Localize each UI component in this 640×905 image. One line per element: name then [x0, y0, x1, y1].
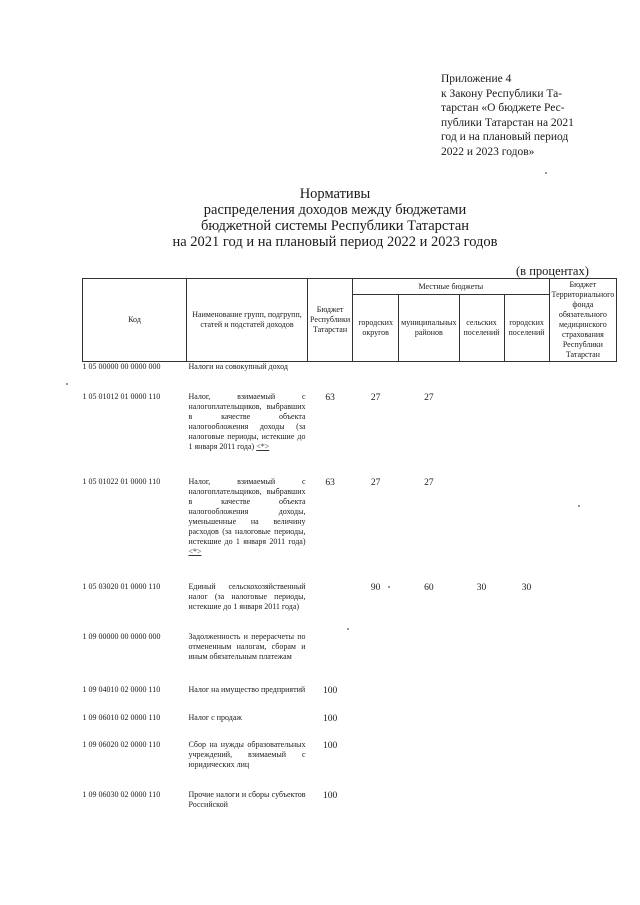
municipal-districts-value: [399, 740, 459, 790]
appendix-line: Приложение 4: [441, 73, 512, 85]
rural-settlements-value: [459, 790, 504, 820]
header-urban-settlements: городских поселений: [504, 295, 549, 362]
row-name: Налог с продаж: [188, 712, 242, 722]
footnote-link[interactable]: <*>: [256, 441, 270, 451]
municipal-districts-value: 27: [424, 392, 434, 403]
rt-budget-value: [308, 582, 353, 632]
rural-settlements-value: [459, 685, 504, 713]
row-code: 1 05 00000 00 0000 000: [82, 362, 161, 371]
urban-settlements-value: 30: [521, 582, 532, 593]
table-row: [83, 362, 617, 392]
row-code: 1 05 01012 01 0000 110: [82, 391, 161, 401]
urban-settlements-value: [504, 713, 549, 740]
scan-speck: [545, 172, 547, 174]
row-name-cell: [187, 362, 308, 392]
row-code: 1 09 06010 02 0000 110: [82, 712, 161, 722]
rt-budget-value: 100: [322, 685, 338, 696]
row-name: Налог, взимаемый с налогоплательщиков, выбравших в качестве объекта налогообложения доходы (за налоговые периоды, истекшие до 1 января 2011 года): [188, 391, 306, 451]
urban-settlements-value: [504, 477, 549, 582]
row-code: 1 09 00000 00 0000 000: [82, 631, 161, 641]
urban-settlements-value: [504, 685, 549, 713]
table-row: [83, 790, 617, 820]
row-code: 1 09 06020 02 0000 110: [82, 739, 161, 749]
tfoms-value: [549, 685, 617, 713]
header-rt-budget: Бюджет Республики Татарстан: [308, 279, 353, 362]
municipal-districts-value: [399, 632, 459, 685]
rt-budget-value: 100: [322, 740, 338, 751]
unit-label: (в процентах): [516, 264, 589, 278]
rt-budget-value: 100: [322, 790, 338, 801]
city-districts-value: 27: [370, 392, 381, 403]
city-districts-value: [353, 685, 399, 713]
table-row: [83, 685, 617, 713]
rural-settlements-value: [459, 392, 504, 477]
municipal-districts-value: [399, 713, 459, 740]
row-name: Налоги на совокупный доход: [188, 362, 288, 371]
city-districts-value: 27: [370, 477, 381, 488]
header-tfoms: Бюджет Территориального фонда обязательного медицинского страхования Республики Татарстан: [549, 279, 617, 362]
municipal-districts-value: [399, 685, 459, 713]
tfoms-value: [549, 582, 617, 632]
municipal-districts-value: [399, 790, 459, 820]
tfoms-value: [549, 392, 617, 477]
city-districts-value: 90: [370, 582, 381, 593]
urban-settlements-value: [504, 790, 549, 820]
table-body: [83, 362, 617, 820]
rural-settlements-value: [459, 362, 504, 392]
tfoms-value: [549, 790, 617, 820]
header-city-districts: городских округов: [353, 295, 399, 362]
row-name-cell: [187, 477, 308, 582]
urban-settlements-value: [504, 740, 549, 790]
footnote-link[interactable]: <*>: [188, 546, 202, 556]
rt-budget-value: [308, 362, 353, 392]
appendix-line: тарстан «О бюджете Рес-: [441, 102, 565, 114]
row-name-cell: [187, 582, 308, 632]
document-title: [150, 186, 520, 250]
appendix-line: 2022 и 2023 годов»: [441, 145, 535, 158]
tfoms-value: [549, 713, 617, 740]
scan-speck: [388, 586, 390, 588]
header-rural-settlements: сельских поселений: [459, 295, 504, 362]
header-municipal-districts: муниципальных районов: [399, 295, 459, 362]
title-line: Нормативы: [299, 186, 371, 202]
appendix-line: публики Татарстан на 2021: [441, 116, 574, 129]
title-line: на 2021 год и на плановый период 2022 и 2023 годов: [172, 234, 498, 250]
scan-speck: [578, 505, 580, 507]
rural-settlements-value: [459, 740, 504, 790]
city-districts-value: [353, 713, 399, 740]
urban-settlements-value: [504, 362, 549, 392]
scan-speck: [66, 383, 68, 385]
tfoms-value: [549, 477, 617, 582]
table-header: [83, 279, 617, 362]
row-name-cell: [187, 632, 308, 685]
city-districts-value: [353, 790, 399, 820]
urban-settlements-value: [504, 392, 549, 477]
city-districts-value: [353, 362, 399, 392]
appendix-line: к Закону Республики Та-: [441, 87, 563, 100]
row-name: Налог на имущество предприятий: [188, 684, 306, 694]
table-row: [83, 632, 617, 685]
city-districts-value: [353, 632, 399, 685]
municipal-districts-value: [399, 362, 459, 392]
title-line: бюджетной системы Республики Татарстан: [200, 218, 470, 234]
row-code: 1 09 06030 02 0000 110: [82, 789, 161, 799]
title-line: распределения доходов между бюджетами: [203, 202, 467, 218]
municipal-districts-value: 27: [424, 477, 434, 488]
row-name: Задолженность и перерасчеты по отмененным налогам, сборам и иным обязательным платежам: [188, 631, 306, 661]
row-name-cell: [187, 713, 308, 740]
row-code: 1 05 01022 01 0000 110: [82, 476, 161, 486]
rural-settlements-value: 30: [476, 582, 487, 593]
rt-budget-value: 63: [325, 477, 335, 488]
header-name: Наименование групп, подгрупп, статей и подстатей доходов: [187, 279, 308, 362]
city-districts-value: [353, 740, 399, 790]
table-row: [83, 713, 617, 740]
row-name: Сбор на нужды образовательных учреждений, взимаемый с юридических лиц: [188, 739, 306, 769]
scan-speck: [347, 628, 349, 630]
header-local-budgets: Местные бюджеты: [353, 279, 549, 295]
rural-settlements-value: [459, 632, 504, 685]
header-code: Код: [83, 279, 187, 362]
row-name-cell: [187, 740, 308, 790]
urban-settlements-value: [504, 632, 549, 685]
appendix-note: [441, 72, 593, 159]
table-row: [83, 582, 617, 632]
tfoms-value: [549, 362, 617, 392]
table-row: [83, 477, 617, 582]
tfoms-value: [549, 740, 617, 790]
row-name-cell: [187, 392, 308, 477]
row-name-cell: [187, 790, 308, 820]
row-name: Прочие налоги и сборы субъектов Российской: [188, 789, 306, 809]
row-name-cell: [187, 685, 308, 713]
row-name: Налог, взимаемый с налогоплательщиков, выбравших в качестве объекта налогообложения доходы, уменьшенные на величину расходов (за налоговые периоды, истекшие до 1 января 2011 года): [188, 476, 306, 546]
row-code: 1 09 04010 02 0000 110: [82, 684, 161, 694]
rt-budget-value: 63: [325, 392, 335, 403]
municipal-districts-value: 60: [424, 582, 434, 593]
rt-budget-value: [308, 632, 353, 685]
rt-budget-value: 100: [322, 713, 338, 724]
tfoms-value: [549, 632, 617, 685]
norms-table: [82, 278, 617, 820]
table-row: [83, 740, 617, 790]
table-row: [83, 392, 617, 477]
row-name: Единый сельскохозяйственный налог (за налоговые периоды, истекшие до 1 января 2011 года): [188, 581, 306, 611]
appendix-line: год и на плановый период: [441, 131, 569, 143]
rural-settlements-value: [459, 713, 504, 740]
rural-settlements-value: [459, 477, 504, 582]
row-code: 1 05 03020 01 0000 110: [82, 581, 161, 591]
